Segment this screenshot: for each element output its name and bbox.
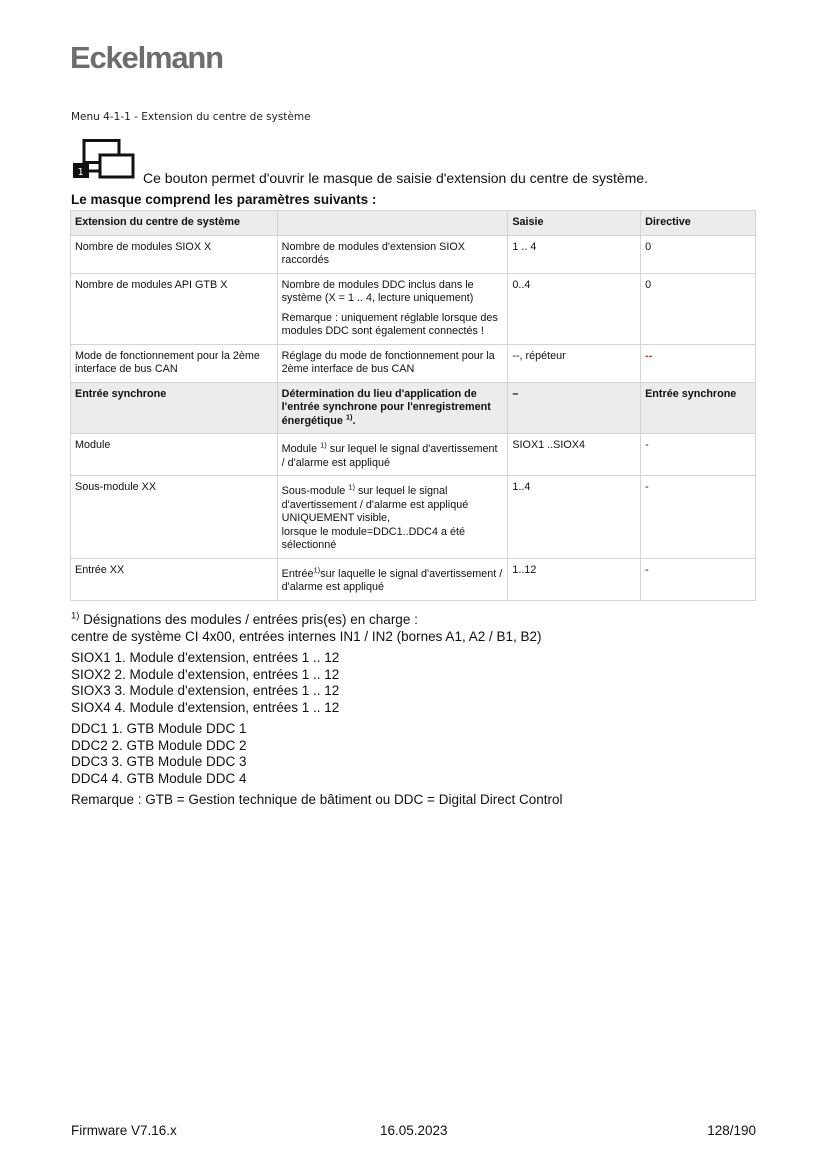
param-input-range: --, répéteur xyxy=(508,344,641,382)
param-input-range: 0..4 xyxy=(508,273,641,344)
document-date: 16.05.2023 xyxy=(380,1123,448,1138)
page-footer xyxy=(71,1123,756,1143)
subheader-input: – xyxy=(508,382,641,434)
footnote-line: centre de système CI 4x00, entrées internes IN1 / IN2 (bornes A1, A2 / B1, B2) xyxy=(71,628,542,644)
header-input: Saisie xyxy=(508,211,641,236)
footnote-ref: 1) xyxy=(345,411,353,421)
list-item: SIOX2 2. Module d'extension, entrées 1 .. 12 xyxy=(71,666,340,682)
param-input-range: 1 .. 4 xyxy=(508,235,641,273)
intro-text: Ce bouton permet d'ouvrir le masque de saisie d'extension du centre de système. xyxy=(143,170,648,186)
section-heading: Le masque comprend les paramètres suivants : xyxy=(71,192,377,207)
param-description xyxy=(277,558,508,600)
param-default: - xyxy=(641,434,756,476)
table-row xyxy=(71,558,756,600)
subheader-name: Entrée synchrone xyxy=(71,382,278,434)
footnote-marker: 1) xyxy=(71,610,80,622)
list-item: SIOX4 4. Module d'extension, entrées 1 .. 12 xyxy=(71,699,340,715)
table-row xyxy=(71,344,756,382)
footnote-ref: 1) xyxy=(348,482,355,492)
desc-post-2: lorsque le module=DDC1..DDC4 a été sélectionné xyxy=(281,525,465,551)
intro-row xyxy=(71,139,771,187)
param-default: - xyxy=(641,476,756,559)
header-default: Directive xyxy=(641,211,756,236)
table-row xyxy=(71,434,756,476)
list-item: SIOX3 3. Module d'extension, entrées 1 .. 12 xyxy=(71,683,340,698)
company-logo: Eckelmann xyxy=(70,40,223,75)
param-name: Entrée XX xyxy=(71,558,278,600)
list-item: SIOX1 1. Module d'extension, entrées 1 .. 12 xyxy=(71,650,340,665)
footnote-ref: 1) xyxy=(313,564,321,574)
param-input-range: SIOX1 ..SIOX4 xyxy=(508,434,641,476)
subheader-description-text: Détermination du lieu d'application de l'entrée synchrone pour l'enregistrement énergétique xyxy=(281,387,491,427)
firmware-version: Firmware V7.16.x xyxy=(71,1123,177,1138)
param-input-range: 1..4 xyxy=(508,476,641,559)
page-number: 128/190 xyxy=(707,1123,756,1138)
table-row xyxy=(71,235,756,273)
header-description xyxy=(277,211,508,236)
footnote-ref: 1) xyxy=(320,440,327,450)
system-extension-icon[interactable] xyxy=(71,139,135,179)
desc-post: sur lequel le signal d'avertissement / d'alarme est appliqué xyxy=(281,443,498,469)
siox-list xyxy=(71,650,771,716)
table-row xyxy=(71,273,756,344)
desc-post: sur lequel le signal d'avertissement / d'alarme est appliqué UNIQUEMENT visible, xyxy=(281,485,469,524)
parameters-table xyxy=(70,210,756,601)
footnotes xyxy=(71,612,771,814)
table-row xyxy=(71,476,756,559)
subheader-description-end: . xyxy=(352,414,356,427)
list-item: DDC4 4. GTB Module DDC 4 xyxy=(71,770,247,786)
param-input-range: 1..12 xyxy=(508,558,641,600)
subheader-description xyxy=(277,382,508,434)
param-description: Nombre de modules d'extension SIOX raccordés xyxy=(277,235,508,273)
header-parameter: Extension du centre de système xyxy=(71,211,278,236)
param-description xyxy=(277,434,508,476)
param-name: Nombre de modules SIOX X xyxy=(71,235,278,273)
param-description: Réglage du mode de fonctionnement pour la 2ème interface de bus CAN xyxy=(277,344,508,382)
param-name: Module xyxy=(71,434,278,476)
desc-pre: Entrée xyxy=(281,567,314,580)
footnote-title: Désignations des modules / entrées pris(es) en charge : xyxy=(79,612,418,627)
param-description xyxy=(277,273,508,344)
list-item: DDC1 1. GTB Module DDC 1 xyxy=(71,721,247,736)
param-description-note: Remarque : uniquement réglable lorsque des modules DDC sont également connectés ! xyxy=(281,311,498,337)
menu-breadcrumb: Menu 4-1-1 - Extension du centre de système xyxy=(71,111,311,123)
desc-post: sur laquelle le signal d'avertissement / d'alarme est appliqué xyxy=(281,567,503,593)
subheader-default: Entrée synchrone xyxy=(641,382,756,434)
table-header-row xyxy=(71,211,756,236)
list-item: DDC3 3. GTB Module DDC 3 xyxy=(71,754,247,769)
remark: Remarque : GTB = Gestion technique de bâtiment ou DDC = Digital Direct Control xyxy=(71,792,563,807)
param-name: Sous-module XX xyxy=(71,476,278,559)
param-description-text: Nombre de modules DDC inclus dans le système (X = 1 .. 4, lecture uniquement) xyxy=(281,278,474,304)
desc-pre: Module xyxy=(281,443,321,455)
param-default: 0 xyxy=(641,273,756,344)
desc-pre: Sous-module xyxy=(281,485,349,497)
param-default: - xyxy=(641,558,756,600)
param-name: Nombre de modules API GTB X xyxy=(71,273,278,344)
footnote-intro xyxy=(71,612,771,645)
list-item: DDC2 2. GTB Module DDC 2 xyxy=(71,737,247,753)
param-default: -- xyxy=(641,344,756,382)
param-default: 0 xyxy=(641,235,756,273)
icon-badge: 1 xyxy=(77,167,84,178)
table-subheader-row xyxy=(71,382,756,434)
param-name: Mode de fonctionnement pour la 2ème interface de bus CAN xyxy=(71,344,278,382)
ddc-list xyxy=(71,721,771,787)
param-description xyxy=(277,476,508,559)
